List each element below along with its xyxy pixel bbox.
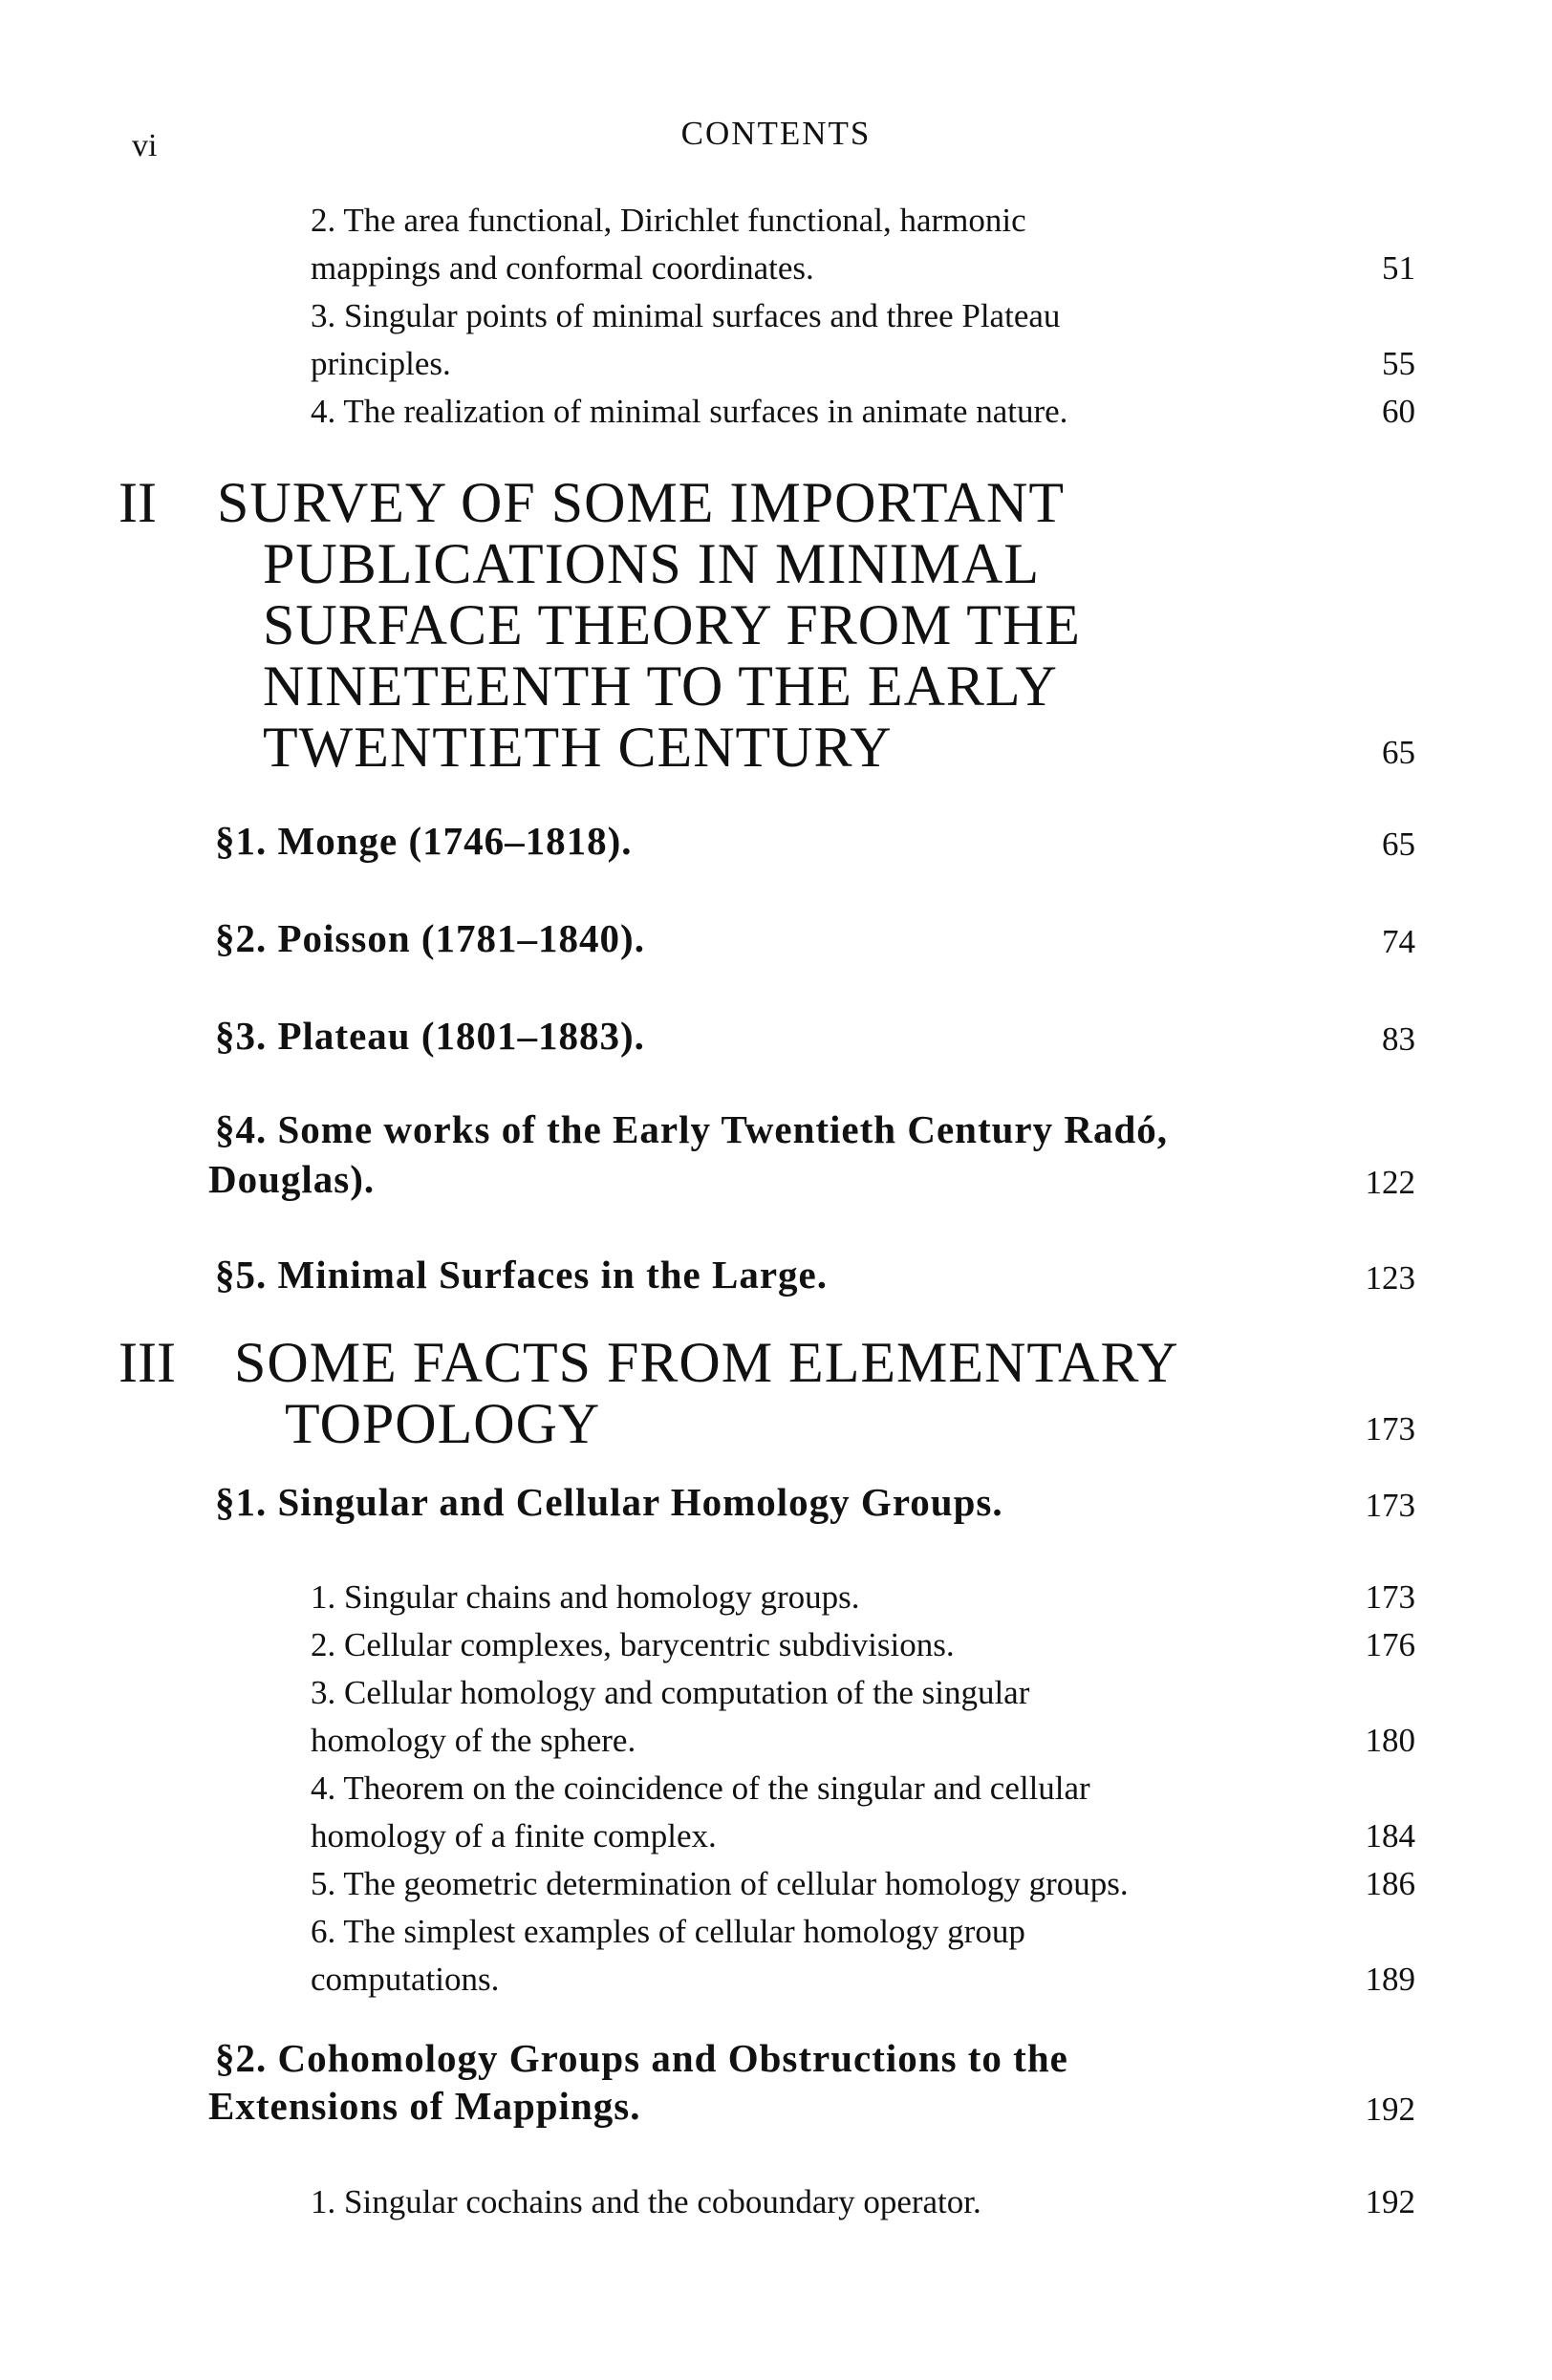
chapter-number: III: [119, 1331, 176, 1394]
toc-entry-line: 3. Singular points of minimal surfaces and three Plateau: [311, 297, 1061, 334]
toc-entry-line: 5. The geometric determination of cellular homology groups.: [311, 1865, 1129, 1902]
toc-entry-line: 3. Cellular homology and computation of the singular: [311, 1674, 1030, 1711]
toc-page-number: 74: [1382, 923, 1415, 960]
toc-entry-line: computations.: [311, 1961, 500, 1998]
toc-page-number: 186: [1365, 1865, 1415, 1902]
toc-entry-line: homology of a finite complex.: [311, 1817, 717, 1855]
section-entry: §1. Monge (1746–1818).: [215, 819, 633, 863]
section-entry: Douglas).: [208, 1157, 376, 1201]
section-entry: §3. Plateau (1801–1883).: [215, 1014, 645, 1058]
toc-page-number: 83: [1382, 1020, 1415, 1058]
section-entry: §4. Some works of the Early Twentieth Century Radó,: [215, 1107, 1169, 1151]
chapter-title-line: TWENTIETH CENTURY: [263, 716, 893, 779]
chapter-title-line: SOME FACTS FROM ELEMENTARY: [234, 1331, 1179, 1394]
toc-page-number: 173: [1365, 1487, 1415, 1524]
toc-page-number: 51: [1382, 249, 1415, 287]
toc-entry-line: homology of the sphere.: [311, 1722, 636, 1759]
toc-entry-line: 2. Cellular complexes, barycentric subdivisions.: [311, 1626, 955, 1663]
toc-entry-line: 2. The area functional, Dirichlet functional, harmonic: [311, 202, 1026, 239]
toc-page-number: 192: [1365, 2183, 1415, 2220]
section-entry: §1. Singular and Cellular Homology Groups.: [215, 1480, 1003, 1524]
toc-entry-line: 4. The realization of minimal surfaces in animate nature.: [311, 393, 1068, 430]
toc-entry-line: 1. Singular cochains and the coboundary operator.: [311, 2183, 981, 2220]
chapter-title-line: PUBLICATIONS IN MINIMAL: [263, 532, 1040, 595]
toc-entry-line: 6. The simplest examples of cellular homology group: [311, 1913, 1025, 1950]
toc-entry-line: principles.: [311, 345, 451, 382]
toc-page-number: 65: [1382, 734, 1415, 771]
toc-page-number: 189: [1365, 1961, 1415, 1998]
chapter-title-line: NINETEENTH TO THE EARLY: [263, 654, 1058, 718]
toc-page-number: 176: [1365, 1626, 1415, 1663]
toc-page-number: 192: [1365, 2091, 1415, 2128]
toc-page-number: 122: [1365, 1164, 1415, 1201]
toc-page-number: 173: [1365, 1410, 1415, 1447]
chapter-title-line: SURFACE THEORY FROM THE: [263, 593, 1081, 656]
page-number: vi: [132, 128, 158, 163]
section-entry: §2. Poisson (1781–1840).: [215, 916, 645, 960]
section-entry: §5. Minimal Surfaces in the Large.: [215, 1253, 828, 1297]
toc-page-number: 184: [1365, 1817, 1415, 1855]
toc-page-number: 180: [1365, 1722, 1415, 1759]
section-entry: Extensions of Mappings.: [208, 2084, 641, 2128]
toc-page-number: 55: [1382, 345, 1415, 382]
toc-page-number: 173: [1365, 1578, 1415, 1616]
toc-entry-line: 4. Theorem on the coincidence of the singular and cellular: [311, 1769, 1090, 1807]
chapter-number: II: [119, 471, 157, 534]
running-title: CONTENTS: [680, 115, 872, 152]
toc-page-number: 123: [1365, 1259, 1415, 1297]
chapter-title-line: TOPOLOGY: [285, 1392, 601, 1455]
toc-page-number: 60: [1382, 393, 1415, 430]
toc-page-number: 65: [1382, 825, 1415, 863]
toc-entry-line: mappings and conformal coordinates.: [311, 249, 814, 287]
toc-entry-line: 1. Singular chains and homology groups.: [311, 1578, 860, 1616]
section-entry: §2. Cohomology Groups and Obstructions to the: [215, 2036, 1068, 2080]
chapter-title-line: SURVEY OF SOME IMPORTANT: [217, 471, 1065, 534]
